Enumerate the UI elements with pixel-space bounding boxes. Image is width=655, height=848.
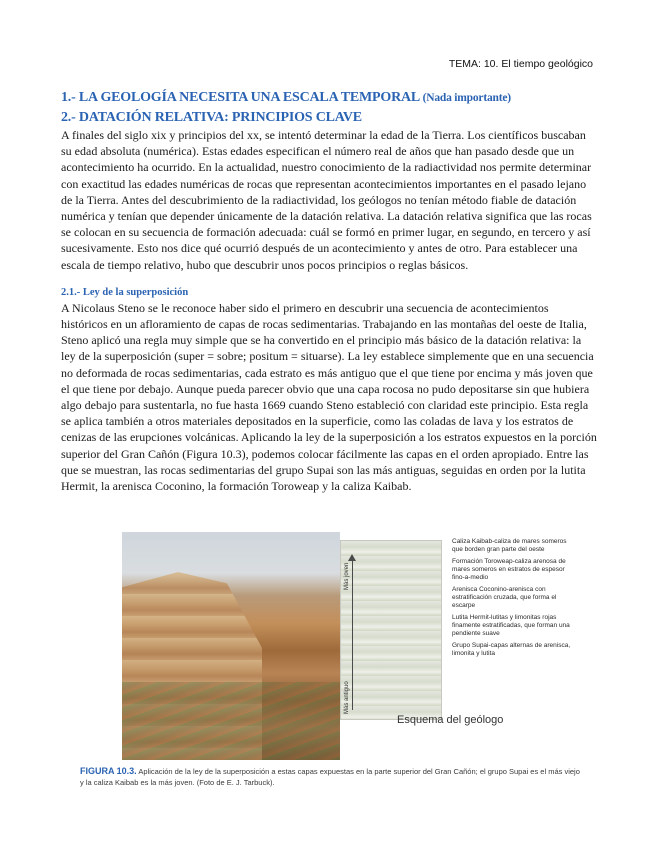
figure-caption-text: Aplicación de la ley de la superposición a estas capas expuestas en la parte superior del Gran Cañón; el grupo Supai es el más viejo y la caliza Kaibab es la más joven. (Foto de E. J. Tarbuck). bbox=[80, 767, 580, 787]
section-1-title: 1.- LA GEOLOGÍA NECESITA UNA ESCALA TEMPORAL bbox=[61, 90, 420, 105]
strata-label: Arenisca Coconino-arenisca con estratificación cruzada, que forma el escarpe bbox=[452, 586, 557, 609]
header-tema: TEMA: 10. El tiempo geológico bbox=[448, 58, 593, 70]
strata-label: Caliza Kaibab-caliza de mares someros que borden gran parte del oeste bbox=[452, 538, 567, 553]
section-2-paragraph: A finales del siglo xix y principios del xx, se intentó determinar la edad de la Tierra. Los científicos buscaban su edad absoluta (numérica). Estas edades especifican el número real de años que han pasado desde que un acontecimiento ha ocurrido. En la actualidad, nuestro conocimiento de la radiactividad nos permite determinar con exactitud las edades numéricas de rocas que representan acontecimientos importantes en el pasado lejano de la Tierra. Antes del descubrimiento de la radiactividad, los geólogos no tenían método fiable de datación numérica y tenían que depender únicamente de la datación relativa. La datación relativa significa que las rocas se colocan en su secuencia de formación adecuada: cuál se formó en primer lugar, en segundo, en tercero y así sucesivamente. Esto nos dice qué ocurrió después de un acontecimiento y antes de otro. Para establecer una escala de tiempo relativo, hubo que descubrir unos pocos principios o reglas básicos. bbox=[61, 128, 592, 272]
figure-caption bbox=[80, 766, 580, 788]
strata-labels bbox=[452, 538, 572, 662]
strata-label: Lutita Hermit-lutitas y limonitas rojas finamente estratificadas, que forman una pendiente suave bbox=[452, 614, 570, 637]
section-1-heading bbox=[61, 88, 597, 108]
strata-label: Formación Toroweap-caliza arenosa de mares someros en estratos de espesor fino-a-medio bbox=[452, 558, 566, 581]
axis-label-older: Más antiguo bbox=[344, 681, 350, 714]
axis-label-younger: Más joven bbox=[344, 562, 350, 590]
grand-canyon-photo bbox=[122, 532, 340, 760]
figure-10-3 bbox=[122, 532, 571, 762]
lower-slope bbox=[122, 682, 340, 760]
sketch-title: Esquema del geólogo bbox=[397, 714, 504, 726]
strata-label: Grupo Supai-capas alternas de arenisca, limonita y lutita bbox=[452, 642, 571, 657]
figure-number: FIGURA 10.3. bbox=[80, 766, 137, 776]
section-2-1-paragraph: A Nicolaus Steno se le reconoce haber sido el primero en descubrir una secuencia de acontecimientos históricos en un afloramiento de capas de rocas sedimentarias. Trabajando en las montañas del oeste de Italia, Steno aplicó una regla muy simple que se ha convertido en el principio más básico de la datación relativa: la ley de la superposición (super = sobre; positum = situarse). La ley establece simplemente que en una secuencia no deformada de rocas sedimentarias, cada estrato es más antiguo que el que tiene por encima y más joven que el que tiene por debajo. Aunque pueda parecer obvio que una capa rocosa no pudo depositarse sin que hubiera algo debajo para sustentarla, no fue hasta 1669 cuando Steno estableció con claridad este principio. Esta regla se aplica también a otros materiales depositados en la superficie, como las coladas de lava y los estratos de cenizas de las erupciones volcánicas. Aplicando la ley de la superposición a los estratos expuestos en la porción superior del Gran Cañón (Figura 10.3), podemos colocar fácilmente las capas en el orden apropiado. Entre las que se muestran, las rocas sedimentarias del grupo Supai son las más antiguas, seguidas en orden por la lutita Hermit, la arenisca Coconino, la formación Toroweap y la caliza Kaibab. bbox=[61, 300, 597, 494]
section-2-title: 2.- DATACIÓN RELATIVA: PRINCIPIOS CLAVE bbox=[61, 110, 362, 125]
section-2-1-title: 2.1.- Ley de la superposición bbox=[61, 286, 189, 298]
age-arrow-icon bbox=[352, 560, 361, 710]
section-1-note: (Nada importante) bbox=[422, 92, 511, 104]
document-body bbox=[61, 88, 597, 494]
